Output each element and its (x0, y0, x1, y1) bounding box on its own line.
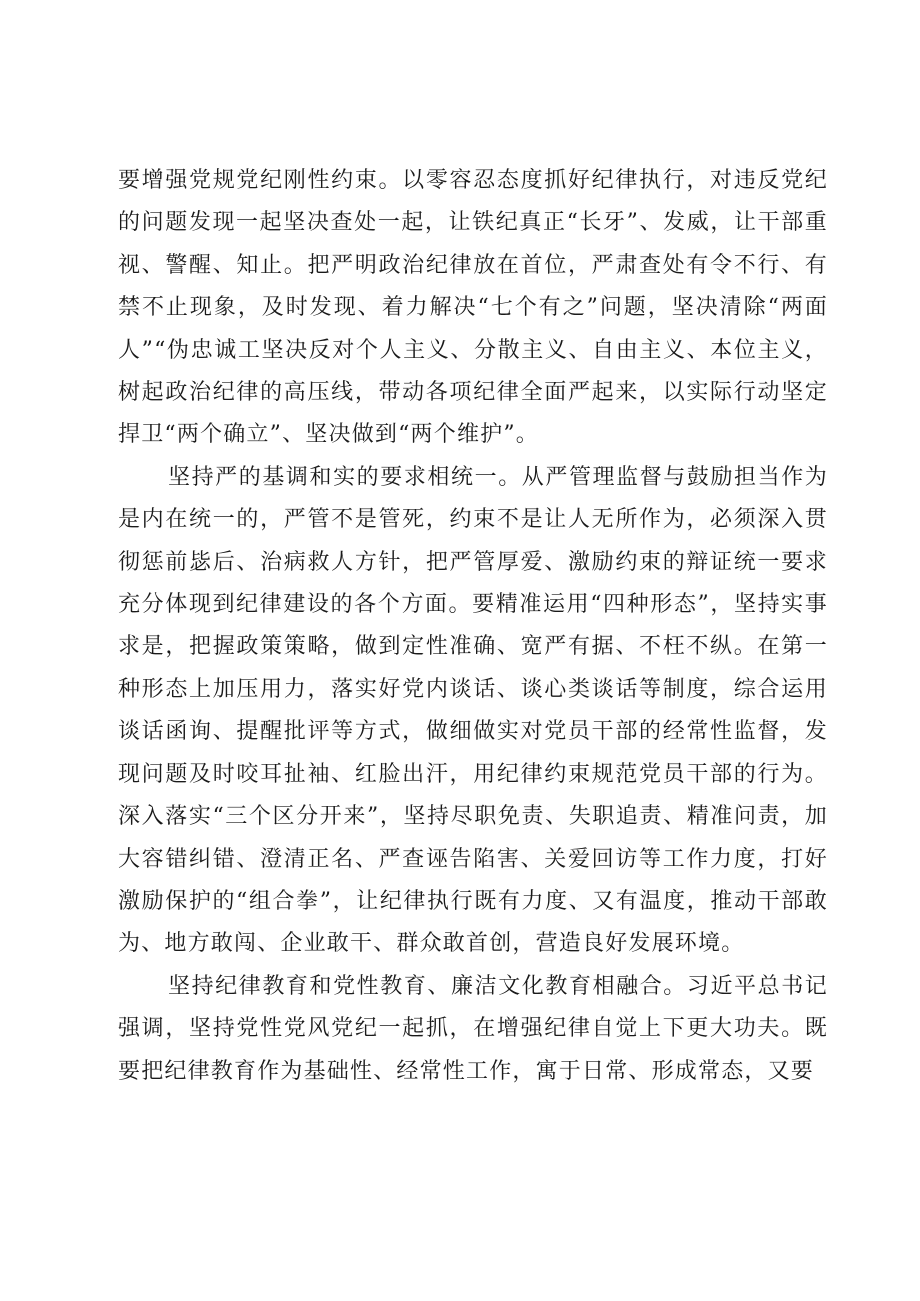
paragraph-1: 要增强党规党纪刚性约束。以零容忍态度抓好纪律执行，对违反党纪的问题发现一起坚决查处一起，让铁纪真正“长牙”、发威，让干部重视、警醒、知止。把严明政治纪律放在首位，严肃查处有令不行、有禁不止现象，及时发现、着力解决“七个有之”问题，坚决清除“两面人”“伪忠诚工坚决反对个人主义、分散主义、自由主义、本位主义，树起政治纪律的高压线，带动各项纪律全面严起来，以实际行动坚定捍卫“两个确立”、坚决做到“两个维护”。 (118, 168, 828, 448)
paragraph-2: 坚持严的基调和实的要求相统一。从严管理监督与鼓励担当作为是内在统一的，严管不是管死，约束不是让人无所作为，必须深入贯彻惩前毖后、治病救人方针，把严管厚爱、激励约束的辩证统一要求充分体现到纪律建设的各个方面。要精准运用“四种形态”，坚持实事求是，把握政策策略，做到定性准确、宽严有据、不枉不纵。在第一种形态上加压用力，落实好党内谈话、谈心类谈话等制度，综合运用谈话函询、提醒批评等方式，做细做实对党员干部的经常性监督，发现问题及时咬耳扯袖、红脸出汗，用纪律约束规范党员干部的行为。深入落实“三个区分开来”，坚持尽职免责、失职追责、精准问责，加大容错纠错、澄清正名、严查诬告陷害、关爱回访等工作力度，打好激励保护的“组合拳”，让纪律执行既有力度、又有温度，推动干部敢为、地方敢闯、企业敢干、群众敢首创，营造良好发展环境。 (118, 464, 828, 957)
paragraph-3: 坚持纪律教育和党性教育、廉洁文化教育相融合。习近平总书记强调，坚持党性党风党纪一起抓，在增强纪律自觉上下更大功夫。既要把纪律教育作为基础性、经常性工作，寓于日常、形成常态，又要 (118, 973, 828, 1084)
document-body (118, 160, 828, 1093)
